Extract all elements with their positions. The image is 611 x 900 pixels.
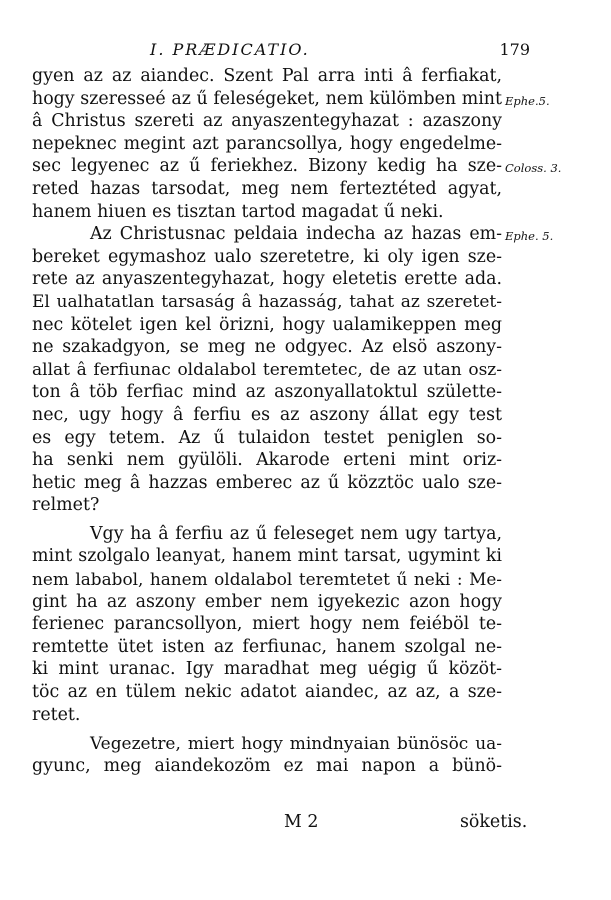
text-line: â Christus szereti az anyaszentegyhazat : azaszony: [32, 111, 502, 132]
margin-note: Coloss. 3.: [505, 161, 562, 176]
text-line: gyunc, meg aiandekozöm ez mai napon a bünö-: [32, 755, 502, 776]
text-line: Vegezetre, miert hogy mindnyaian bünösöc ua-: [90, 733, 502, 754]
body-text: [32, 65, 502, 777]
text-line: gyen az az aiandec. Szent Pal arra inti â ferfiakat,: [32, 66, 502, 86]
text-line: reted hazas tarsodat, meg nem ferteztéted agyat,: [32, 178, 502, 199]
margin-note: Ephe.5.: [505, 93, 550, 108]
text-line: hetic meg â hazzas emberec az ű közztöc ualo sze-: [32, 472, 502, 493]
margin-note: Ephe. 5.: [505, 229, 554, 244]
text-line: remtette ütet isten az ferfiunac, hanem szolgal ne-: [32, 636, 502, 657]
catchword: söketis.: [460, 812, 528, 832]
text-line: ton â töb ferfiac mind az aszonyallatoktul születte-: [32, 382, 502, 403]
text-line: gint ha az aszony ember nem igyekezic azon hogy: [32, 591, 502, 612]
page-header: [150, 40, 530, 66]
text-line: ne szakadgyon, se meg ne odgyec. Az elsö aszony-: [32, 337, 502, 358]
text-line: nec kötelet igen kel örizni, hogy ualamikeppen meg: [32, 314, 502, 335]
text-line: töc az en tülem nekic adatot aiandec, az az, a sze-: [32, 682, 502, 703]
text-line: allat â ferfiunac oldalabol teremtetec, de az utan osz-: [32, 359, 502, 380]
text-line: ki mint uranac. Igy maradhat meg uégig ű közöt-: [32, 659, 502, 680]
page-footer: [32, 812, 528, 836]
text-line: Vgy ha â ferfiu az ű feleseget nem ugy tartya,: [90, 523, 502, 544]
text-line: hanem hiuen es tisztan tartod magadat ű neki.: [32, 201, 444, 222]
text-line: hogy szeresseé az ű feleségeket, nem külömben mint: [32, 88, 502, 109]
text-line: retet.: [32, 704, 81, 725]
text-line: rete az anyaszentegyhazat, hogy eletetis erette ada.: [32, 269, 502, 290]
text-line: nec, ugy hogy â ferfiu es az aszony állat egy test: [32, 404, 502, 425]
signature-mark: M 2: [284, 812, 319, 832]
running-title: I. PRÆDICATIO.: [150, 40, 310, 59]
page-number: 179: [499, 40, 530, 59]
text-line: es egy tetem. Az ű tulaidon testet peniglen so-: [32, 427, 502, 448]
text-line: Az Christusnac peldaia indecha az hazas em-: [90, 224, 502, 245]
text-line: ha senki nem gyülöli. Akarode erteni mint oriz-: [32, 450, 502, 471]
text-line: relmet?: [32, 495, 100, 516]
text-line: El ualhatatlan tarsaság â hazasság, tahat az szeretet-: [32, 291, 502, 312]
text-line: nem lababol, hanem oldalabol teremtetet ű neki : Me-: [32, 569, 502, 590]
text-line: ferienec parancsollyon, miert hogy nem feiéböl te-: [32, 614, 502, 635]
text-line: bereket egymashoz ualo szeretetre, ki oly igen sze-: [32, 246, 502, 267]
text-line: mint szolgalo leanyat, hanem mint tarsat, ugymint ki: [32, 546, 502, 567]
text-line: nepeknec megint azt parancsollya, hogy engedelme-: [32, 133, 502, 154]
text-line: sec legyenec az ű feriekhez. Bizony kedig ha sze-: [32, 156, 502, 177]
